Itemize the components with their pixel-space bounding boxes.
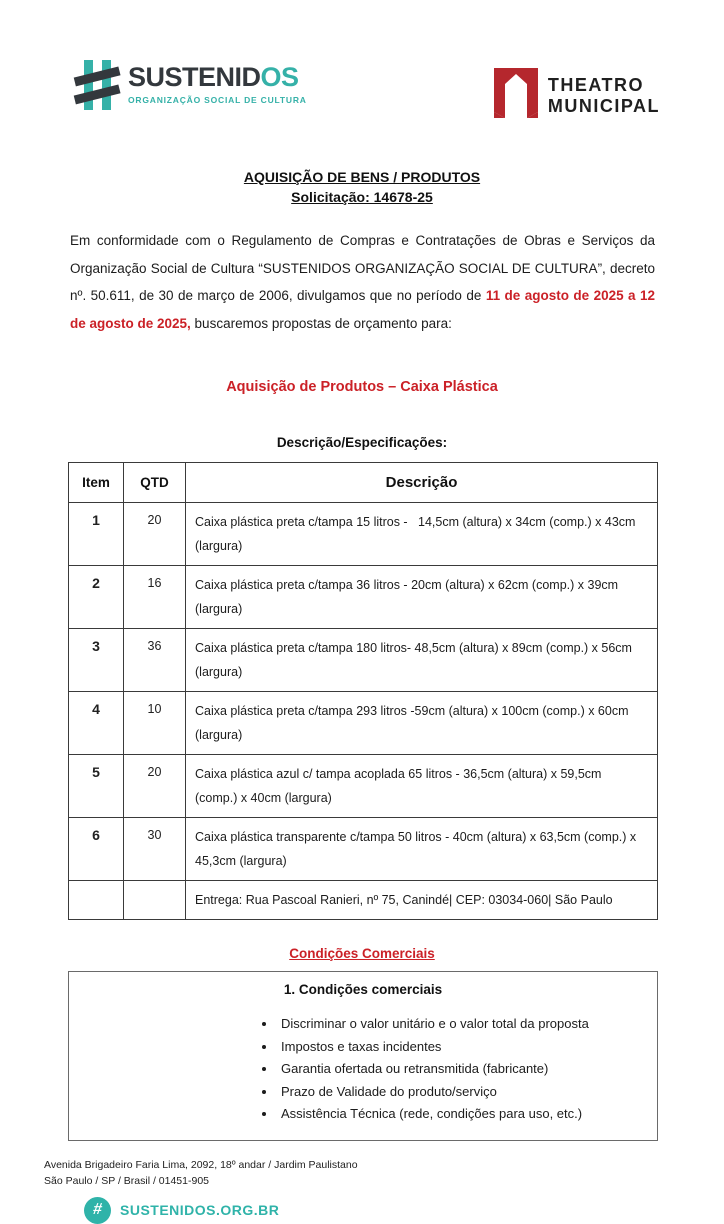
condition-item: • Garantia ofertada ou retransmitida (fabricante) (277, 1058, 657, 1081)
item-cell: 1 (69, 503, 124, 566)
document-title (0, 167, 724, 207)
item-cell: 5 (69, 755, 124, 818)
condition-item: • Assistência Técnica (rede, condições para uso, etc.) (277, 1103, 657, 1126)
desc-cell: Caixa plástica transparente c/tampa 50 litros - 40cm (altura) x 63,5cm (comp.) x 45,3cm (largura) (186, 818, 658, 881)
intro-part1: Em conformidade com o Regulamento de Compras e Contratações de Obras e Serviços da Organização Social de Cultura “SUSTENIDOS ORGANIZAÇÃO SOCIAL DE CULTURA”, decreto nº. 50.611, de 30 de março de 2006, divulgamos que no período de (70, 233, 655, 303)
condition-item: • Discriminar o valor unitário e o valor total da proposta (277, 1013, 657, 1036)
sustenidos-brand-text: SUSTENIDOS (128, 62, 299, 92)
intro-paragraph (70, 227, 655, 337)
subject-heading: Aquisição de Produtos – Caixa Plástica (226, 379, 498, 395)
item-cell: 4 (69, 692, 124, 755)
qtd-cell: 16 (124, 566, 186, 629)
page-footer (44, 1157, 724, 1224)
qtd-cell: 30 (124, 818, 186, 881)
items-table (68, 462, 658, 920)
theatro-line2: MUNICIPAL (547, 95, 660, 116)
header-item: Item (69, 463, 124, 503)
header-qtd: QTD (124, 463, 186, 503)
footer-brand (84, 1197, 724, 1224)
table-row-entrega (69, 881, 658, 920)
qtd-cell: 10 (124, 692, 186, 755)
qtd-cell: 20 (124, 503, 186, 566)
condition-item: • Prazo de Validade do produto/serviço (277, 1081, 657, 1104)
desc-cell: Caixa plástica preta c/tampa 180 litros- 48,5cm (altura) x 89cm (comp.) x 56cm (largura) (186, 629, 658, 692)
footer-address-line2: São Paulo / SP / Brasil / 01451-905 (44, 1174, 209, 1187)
desc-cell: Entrega: Rua Pascoal Ranieri, nº 75, Canindé| CEP: 03034-060| São Paulo (186, 881, 658, 920)
desc-cell: Caixa plástica preta c/tampa 15 litros - 14,5cm (altura) x 34cm (comp.) x 43cm (largura) (186, 503, 658, 566)
table-row (69, 503, 658, 566)
sustenidos-tagline: ORGANIZAÇÃO SOCIAL DE CULTURA (128, 95, 307, 105)
page-header (0, 0, 724, 123)
item-cell: 2 (69, 566, 124, 629)
theatro-arch-icon (494, 68, 538, 123)
sustenidos-wordmark (128, 58, 307, 105)
desc-cell: Caixa plástica preta c/tampa 293 litros -59cm (altura) x 100cm (comp.) x 60cm (largura) (186, 692, 658, 755)
theatro-line1: THEATRO (547, 74, 644, 95)
conditions-box-title: 1. Condições comerciais (283, 982, 443, 997)
desc-cell: Caixa plástica azul c/ tampa acoplada 65 litros - 36,5cm (altura) x 59,5cm (comp.) x 40cm (largura) (186, 755, 658, 818)
conditions-list (277, 1013, 657, 1126)
table-row (69, 692, 658, 755)
intro-part2: buscaremos propostas de orçamento para: (190, 315, 452, 331)
intro-date-range: 11 de agosto de 2025 a 12 de agosto de 2025, (70, 288, 655, 331)
footer-website: SUSTENIDOS.ORG.BR (120, 1202, 280, 1218)
qtd-cell (124, 881, 186, 920)
item-cell (69, 881, 124, 920)
table-header-row (69, 463, 658, 503)
theatro-wordmark (548, 75, 660, 116)
table-row (69, 755, 658, 818)
sustenidos-hash-icon (74, 58, 120, 121)
hash-circle-icon: # (84, 1197, 111, 1224)
item-cell: 3 (69, 629, 124, 692)
desc-cell: Caixa plástica preta c/tampa 36 litros - 20cm (altura) x 62cm (comp.) x 39cm (largura) (186, 566, 658, 629)
conditions-heading: Condições Comerciais (289, 946, 435, 961)
table-row (69, 629, 658, 692)
sustenidos-logo (74, 58, 307, 121)
header-descricao: Descrição (186, 463, 658, 503)
theatro-municipal-logo (494, 68, 660, 123)
qtd-cell: 20 (124, 755, 186, 818)
title-line2: Solicitação: 14678-25 (291, 189, 433, 205)
spec-heading: Descrição/Especificações: (276, 435, 448, 450)
table-row (69, 818, 658, 881)
footer-address-line1: Avenida Brigadeiro Faria Lima, 2092, 18º andar / Jardim Paulistano (44, 1158, 358, 1171)
item-cell: 6 (69, 818, 124, 881)
table-row (69, 566, 658, 629)
title-line1: AQUISIÇÃO DE BENS / PRODUTOS (243, 169, 481, 185)
conditions-box (68, 971, 658, 1141)
qtd-cell: 36 (124, 629, 186, 692)
condition-item: • Impostos e taxas incidentes (277, 1036, 657, 1059)
